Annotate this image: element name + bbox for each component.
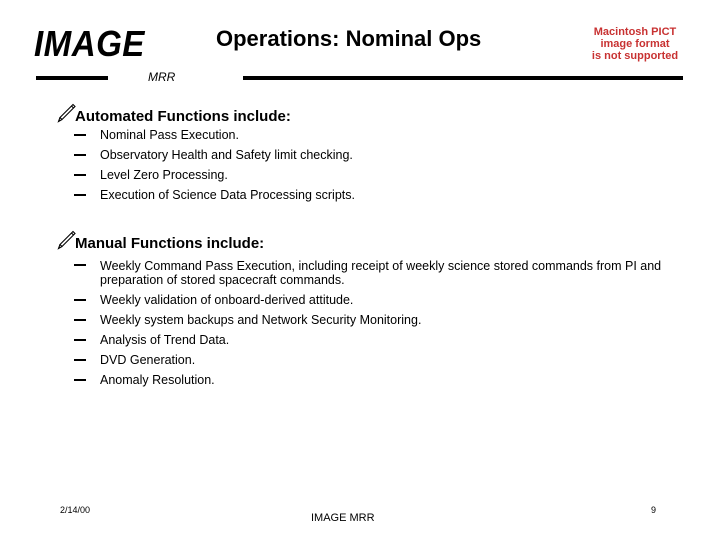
pict-line-2: image format: [600, 38, 670, 50]
list-item-text: Level Zero Processing.: [100, 168, 228, 182]
list-item: [74, 350, 664, 370]
list-item-text: Analysis of Trend Data.: [100, 333, 230, 347]
section-heading-automated: [54, 102, 291, 126]
dash-bullet: [74, 319, 86, 321]
page-number: 9: [651, 505, 657, 515]
list-item-text: Weekly Command Pass Execution, including receipt of weekly science stored commands from PI and preparation of stored spacecraft commands.: [100, 259, 662, 287]
list-item: [74, 290, 664, 310]
pict-line-3: is not supported: [591, 50, 679, 62]
list-item: [74, 145, 355, 165]
footer-title: IMAGE MRR: [311, 512, 375, 524]
list-item: [74, 370, 664, 390]
image-logo: IMAGE: [34, 23, 145, 64]
list-item: [74, 257, 664, 290]
list-item: [74, 330, 664, 350]
header-rule-right: [243, 76, 683, 80]
automated-functions-list: [74, 125, 355, 205]
list-item: [74, 310, 664, 330]
list-item-text: Weekly system backups and Network Security Monitoring.: [100, 313, 422, 327]
dash-bullet: [74, 379, 86, 381]
list-item-text: Observatory Health and Safety limit checking.: [100, 148, 353, 162]
list-item-text: Weekly validation of onboard-derived attitude.: [100, 293, 354, 307]
list-item-text: DVD Generation.: [100, 353, 196, 367]
section-heading-manual: [54, 229, 264, 253]
pencil-icon: [54, 229, 76, 251]
slide-title: Operations: Nominal Ops: [216, 26, 482, 51]
list-item: [74, 165, 355, 185]
dash-bullet: [74, 154, 86, 156]
dash-bullet: [74, 339, 86, 341]
pencil-icon: [54, 102, 76, 124]
section-heading-text: Automated Functions include:: [75, 108, 291, 125]
header-rule-left: [36, 76, 108, 80]
pict-placeholder: [580, 26, 690, 62]
manual-functions-list: [74, 257, 664, 390]
header-subtitle: MRR: [148, 70, 176, 84]
dash-bullet: [74, 134, 86, 136]
list-item-text: Nominal Pass Execution.: [100, 128, 239, 142]
dash-bullet: [74, 174, 86, 176]
list-item: [74, 185, 355, 205]
dash-bullet: [74, 299, 86, 301]
dash-bullet: [74, 359, 86, 361]
list-item-text: Anomaly Resolution.: [100, 373, 215, 387]
dash-bullet: [74, 264, 86, 266]
dash-bullet: [74, 194, 86, 196]
list-item-text: Execution of Science Data Processing scripts.: [100, 188, 355, 202]
list-item: [74, 125, 355, 145]
section-heading-text: Manual Functions include:: [75, 235, 265, 252]
pict-line-1: Macintosh PICT: [593, 26, 677, 38]
footer-date: 2/14/00: [60, 505, 91, 515]
